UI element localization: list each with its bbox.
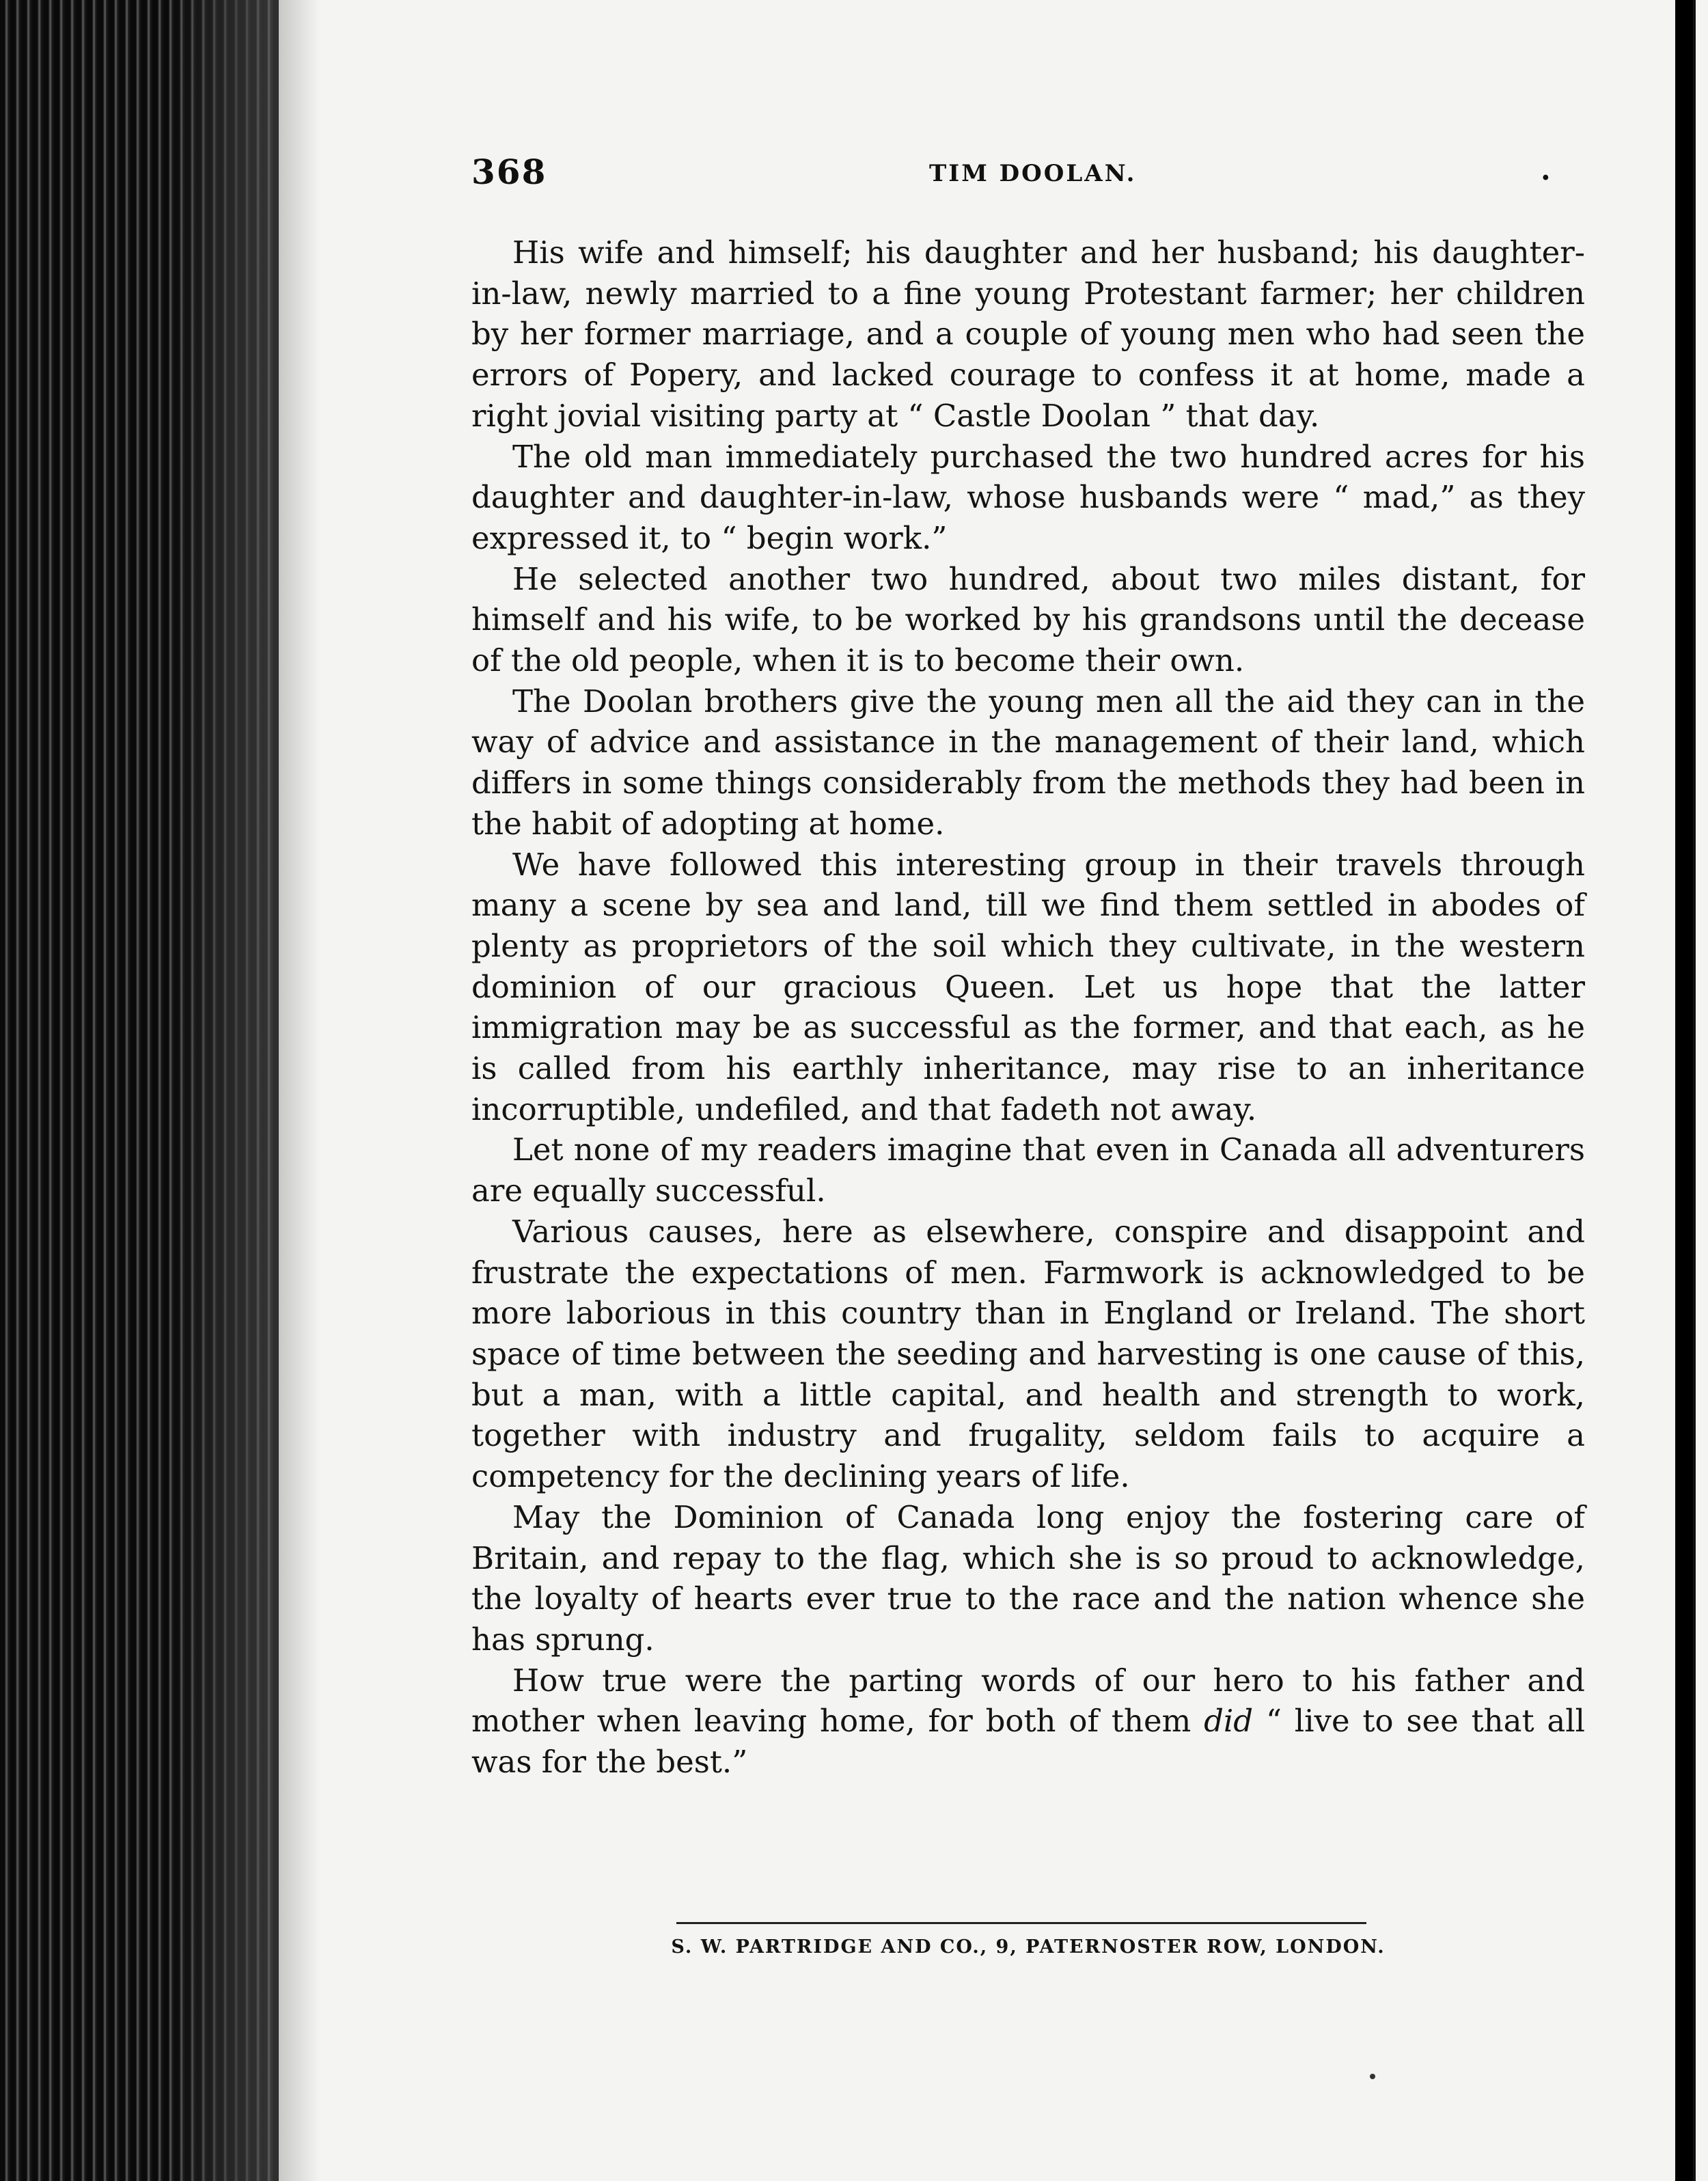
paragraph: We have followed this interesting group in their travels through many a scene by sea and land, till we find them settled in abodes of plenty as proprietors of the soil which they cultivate, in the western dominion of our gracious Queen. Let us hope that the latter immigration may be as successful as the former, and that each, as he is called from his earthly inheritance, may rise to an inheritance incorruptible, undefiled, and that fadeth not away. <box>471 846 1585 1127</box>
final-paragraph <box>471 1660 1585 1783</box>
final-paragraph-end: “ live to see that all was for the best.” <box>471 1703 1585 1781</box>
page-shadow <box>279 0 320 2181</box>
footer-rule <box>676 1922 1366 1924</box>
header-mark: . <box>1541 153 1551 187</box>
paragraph: Let none of my readers imagine that even in Canada all adventurers are equally successful. <box>471 1131 1585 1209</box>
paragraph: His wife and himself; his daughter and her husband; his daughter-in-law, newly married to a fine young Protestant farmer; her children by her former marriage, and a couple of young men who had seen the errors of Popery, and lacked courage to confess it at home, made a right jovial visiting party at “ Castle Doolan ” that day. <box>471 234 1585 434</box>
running-head: TIM DOOLAN. <box>929 160 1137 187</box>
publisher-imprint: S. W. PARTRIDGE AND CO., 9, PATERNOSTER ROW, LONDON. <box>671 1936 1386 1958</box>
gutter-shading <box>171 0 280 2181</box>
emphasized-word: did <box>1204 1703 1254 1740</box>
paragraph: He selected another two hundred, about two miles distant, for himself and his wife, to be worked by his grandsons until the decease of the old people, when it is to become their own. <box>471 560 1585 679</box>
page-header <box>471 152 1578 200</box>
paragraph: Various causes, here as elsewhere, conspire and disappoint and frustrate the expectations of men. Farmwork is acknowledged to be more laborious in this country than in England or Ireland. The short space of time between the seeding and harvesting is one cause of this, but a man, with a little capital, and health and strength to work, together with industry and frugality, seldom fails to acquire a competency for the declining years of life. <box>471 1213 1585 1495</box>
body-text <box>471 232 1585 1783</box>
paragraph: The old man immediately purchased the two hundred acres for his daughter and daughter-in-law, whose husbands were “ mad,” as they expressed it, to “ begin work.” <box>471 438 1585 556</box>
page-speck <box>1370 2074 1375 2079</box>
paragraph: May the Dominion of Canada long enjoy the fostering care of Britain, and repay to the flag, which she is so proud to acknowledge, the loyalty of hearts ever true to the race and the nation whence she has sprung. <box>471 1498 1585 1658</box>
final-paragraph-start: How true were the parting words of our hero to his father and mother when leaving home, for both of them <box>471 1662 1585 1740</box>
paragraph: The Doolan brothers give the young men all the aid they can in the way of advice and assistance in the management of their land, which differs in some things considerably from the methods they had been in the habit of adopting at home. <box>471 683 1585 842</box>
next-page-sliver <box>1693 0 1708 2181</box>
page-number: 368 <box>471 152 547 192</box>
